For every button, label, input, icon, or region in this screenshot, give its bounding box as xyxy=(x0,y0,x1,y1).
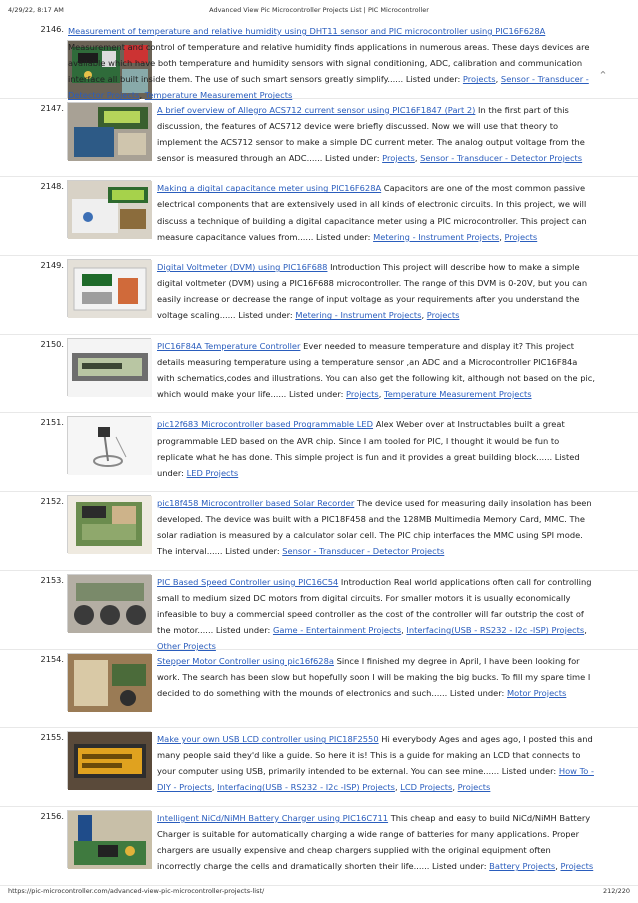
category-link[interactable]: Projects xyxy=(457,782,491,793)
project-thumbnail[interactable] xyxy=(67,416,151,474)
category-link[interactable]: Projects xyxy=(462,74,496,85)
category-link[interactable]: Projects xyxy=(504,231,538,242)
item-description: Measurement of temperature and relative humidity using DHT11 sensor and PIC microcontroller using PIC16F628A Measurement and control of temperature and relative humidity finds applications in numerous areas. These days devices are available which have both temperature and humidity sensors with signal conditioning, ADC, calibration and communication interface all built inside them. The use of such smart sensors greatly simplify...... Listed under: Projects, Sensor - Transducer - Detector Projects, Temperature Measurement Projects xyxy=(68,26,590,101)
project-thumbnail[interactable] xyxy=(67,495,151,553)
list-item xyxy=(0,177,638,256)
item-number: 2150. xyxy=(40,338,64,349)
list-item xyxy=(0,807,638,886)
item-description: Stepper Motor Controller using pic16f628a Since I finished my degree in April, I have been looking for work. The search has been slow but hopefully soon I will be making the big bucks. To fill my spare time I decided to do something with the mounds of electronics and such...... Listed under: Motor Projects xyxy=(157,655,591,698)
list-item xyxy=(0,413,638,492)
item-number: 2151. xyxy=(40,417,64,428)
project-link[interactable]: pic18f458 Microcontroller based Solar Recorder xyxy=(157,498,355,509)
category-link[interactable]: How To - DIY - Projects xyxy=(157,766,594,793)
list-item xyxy=(0,650,638,729)
list-item xyxy=(0,335,638,414)
item-description: Make your own USB LCD controller using PIC18F2550 Hi everybody Ages and ages ago, I posted this and many people said they'd like a guide. So here it is! This is a guide for making an LCD that connects to your computer using USB, primarily intended to be external. You can see mine...... Listed under: How To - DIY - Projects, Interfacing(USB - RS232 - I2c -ISP) Projects, LCD Projects, Projects xyxy=(157,734,594,793)
project-thumbnail[interactable] xyxy=(67,259,151,317)
item-description: A brief overview of Allegro ACS712 current sensor using PIC16F1847 (Part 2) In the first part of this discussion, the features of ACS712 device were briefly discussed. Now we will use that theory to implement the ACS712 sensor to make a simple DC current meter. The analog output voltage from the sensor is measured through an ADC...... Listed under: Projects, Sensor - Transducer - Detector Projects xyxy=(157,104,585,163)
print-date: 4/29/22, 8:17 AM xyxy=(8,6,64,14)
project-thumbnail[interactable] xyxy=(67,810,151,868)
page-url: https://pic-microcontroller.com/advanced-view-pic-microcontroller-projects-list/ xyxy=(8,887,265,895)
project-link[interactable]: Measurement of temperature and relative humidity using DHT11 sensor and PIC microcontroller using PIC16F628A xyxy=(68,26,546,36)
item-number: 2152. xyxy=(40,496,64,507)
item-description: pic18f458 Microcontroller based Solar Recorder The device used for measuring daily insolation has been developed. The device was built with a PIC18F458 and the 128MB Multimedia Memory Card, MMC. The solar radiation is measured by a calculator solar cell. The PIC chip interfaces the MMC using SPI mode. The interval...... Listed under: Sensor - Transducer - Detector Projects xyxy=(157,498,592,557)
category-link[interactable]: Game - Entertainment Projects xyxy=(272,625,402,636)
list-item xyxy=(0,571,638,650)
category-link[interactable]: Temperature Measurement Projects xyxy=(384,389,532,400)
category-link[interactable]: Battery Projects xyxy=(489,861,556,872)
item-number: 2148. xyxy=(40,181,64,192)
category-link[interactable]: LCD Projects xyxy=(400,782,453,793)
print-header xyxy=(0,0,638,20)
scroll-up-icon[interactable]: ⌃ xyxy=(598,69,608,82)
print-footer xyxy=(0,883,638,903)
category-link[interactable]: LED Projects xyxy=(186,467,239,478)
item-description: PIC Based Speed Controller using PIC16C54 Introduction Real world applications often call for controlling small to medium sized DC motors from digital circuits. For smaller motors it is usually economically infeasible to buy a commercial speed controller as the cost of the controller will far outstrip the cost of the motor...... Listed under: Game - Entertainment Projects, Interfacing(USB - RS232 - I2c -ISP) Projects, Other Projects xyxy=(157,576,592,652)
list-item xyxy=(0,99,638,178)
category-link[interactable]: Projects xyxy=(346,389,379,400)
list-item xyxy=(0,728,638,807)
project-thumbnail[interactable] xyxy=(67,574,151,632)
item-number: 2154. xyxy=(40,653,64,664)
project-link[interactable]: pic12f683 Microcontroller based Programmable LED xyxy=(157,419,374,430)
project-list xyxy=(0,20,638,886)
page-number: 212/220 xyxy=(602,887,630,895)
item-number: 2153. xyxy=(40,574,64,585)
category-link[interactable]: Interfacing(USB - RS232 - I2c -ISP) Projects xyxy=(217,782,395,793)
project-thumbnail[interactable] xyxy=(67,180,151,238)
project-link[interactable]: Make your own USB LCD controller using PIC18F2550 xyxy=(157,734,379,745)
category-link[interactable]: Temperature Measurement Projects xyxy=(144,90,293,101)
category-link[interactable]: Sensor - Transducer - Detector Projects xyxy=(68,74,589,101)
list-item xyxy=(0,492,638,571)
item-number: 2147. xyxy=(40,102,64,113)
project-thumbnail[interactable] xyxy=(67,102,151,160)
item-description: Making a digital capacitance meter using PIC16F628A Capacitors are one of the most common passive electrical components that are extensively used in all kinds of electronic circuits. In this project, we will discuss a technique of building a digital capacitance meter using a PIC microcontroller. This project can measure capacitance values from...... Listed under: Metering - Instrument Projects, Projects xyxy=(157,183,587,242)
category-link[interactable]: Other Projects xyxy=(157,641,216,652)
category-link[interactable]: Sensor - Transducer - Detector Projects xyxy=(282,546,445,557)
project-link[interactable]: PIC16F84A Temperature Controller xyxy=(157,340,301,351)
category-link[interactable]: Metering - Instrument Projects xyxy=(295,310,422,321)
project-link[interactable]: Making a digital capacitance meter using PIC16F628A xyxy=(157,183,382,194)
category-link[interactable]: Interfacing(USB - RS232 - I2c -ISP) Projects xyxy=(406,625,585,636)
item-description: pic12f683 Microcontroller based Programmable LED Alex Weber over at Instructables built a great programmable LED based on the AVR chip. Since I am tooled for PIC, I thought it would be fun to replicate what he has done. This simple project is fun and it provides a great building block...... Listed under: LED Projects xyxy=(157,419,580,478)
page-title: Advanced View Pic Microcontroller Projects List | PIC Microcontroller xyxy=(209,6,429,14)
item-number: 2149. xyxy=(40,260,64,271)
item-description: Intelligent NiCd/NiMH Battery Charger using PIC16C711 This cheap and easy to build NiCd/NiMH Battery Charger is suitable for automatically charging a wide range of batteries for many applications. Proper chargers are usually expensive and cheap chargers supplied with the original equipment often incorrectly charge the cells and dramatically shorten their life...... Listed under: Battery Projects, Projects xyxy=(157,812,594,872)
project-thumbnail[interactable] xyxy=(67,731,151,789)
category-link[interactable]: Projects xyxy=(426,310,460,321)
project-link[interactable]: A brief overview of Allegro ACS712 current sensor using PIC16F1847 (Part 2) xyxy=(157,104,476,115)
project-link[interactable]: Digital Voltmeter (DVM) using PIC16F688 xyxy=(157,262,328,273)
project-thumbnail[interactable] xyxy=(67,653,151,711)
project-link[interactable]: Intelligent NiCd/NiMH Battery Charger using PIC16C711 xyxy=(157,812,389,823)
item-number: 2146. xyxy=(40,24,64,34)
category-link[interactable]: Sensor - Transducer - Detector Projects xyxy=(420,152,583,163)
list-item xyxy=(0,256,638,335)
category-link[interactable]: Metering - Instrument Projects xyxy=(373,231,500,242)
item-number: 2155. xyxy=(40,732,64,743)
list-item xyxy=(0,20,638,99)
project-link[interactable]: PIC Based Speed Controller using PIC16C54 xyxy=(157,576,339,587)
project-link[interactable]: Stepper Motor Controller using pic16f628a xyxy=(157,655,334,666)
category-link[interactable]: Motor Projects xyxy=(506,687,567,698)
item-description: Digital Voltmeter (DVM) using PIC16F688 Introduction This project will describe how to make a simple digital voltmeter (DVM) using a PIC16F688 microcontroller. The range of this DVM is 0-20V, but you can easily increase or decrease the range of input voltage as your requirements after you understand the voltage scaling...... Listed under: Metering - Instrument Projects, Projects xyxy=(157,262,588,321)
item-description: PIC16F84A Temperature Controller Ever needed to measure temperature and display it? This project details measuring temperature using a temperature sensor ,an ADC and a Microcontroller PIC16F84a with schematics,codes and illustrations. You can also get the following kit, although not based on the pic, which would make your life...... Listed under: Projects, Temperature Measurement Projects xyxy=(157,340,595,400)
project-thumbnail[interactable] xyxy=(67,338,151,396)
category-link[interactable]: Projects xyxy=(382,152,415,163)
item-number: 2156. xyxy=(40,810,64,821)
category-link[interactable]: Projects xyxy=(560,861,594,872)
